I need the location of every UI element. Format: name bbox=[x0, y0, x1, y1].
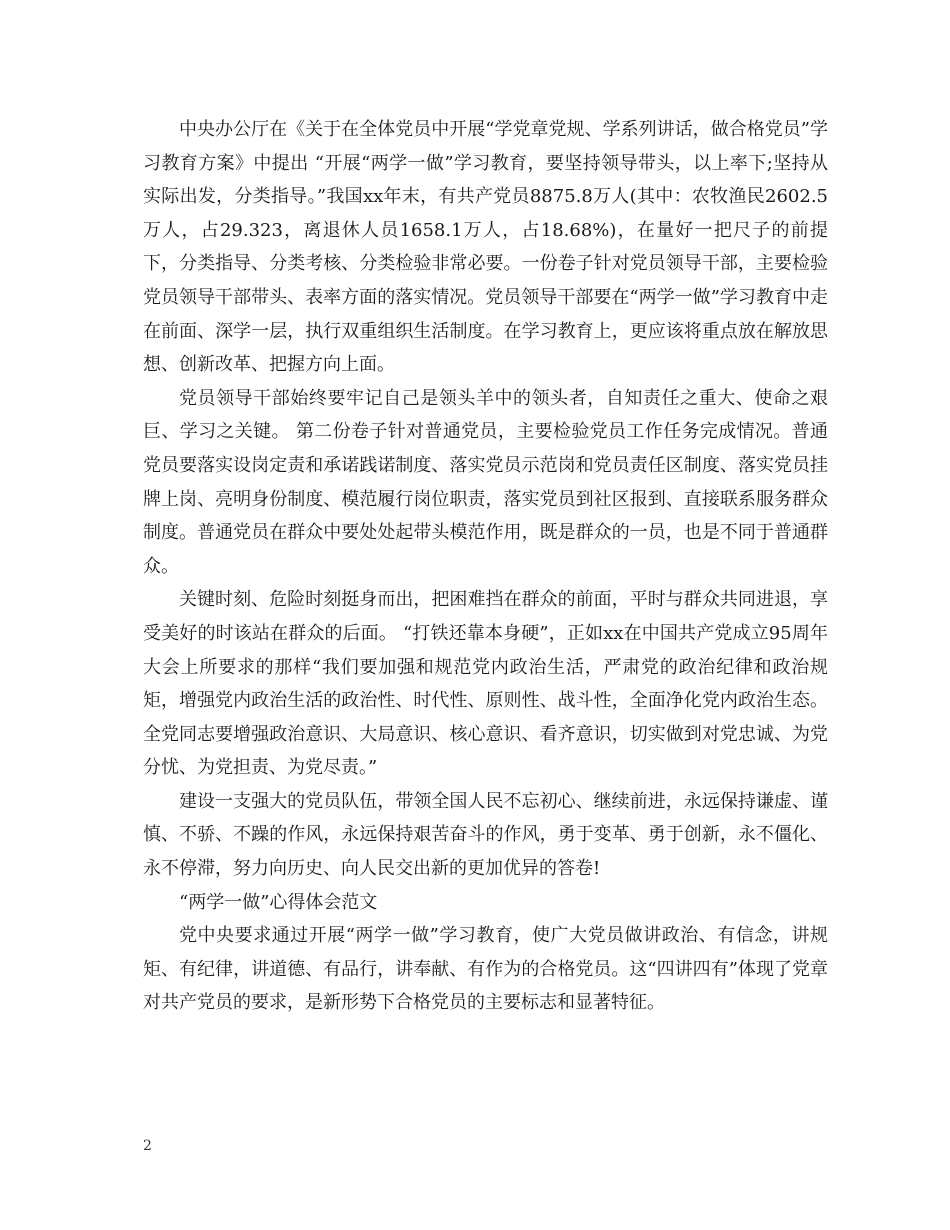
section-heading: “两学一做”心得体会范文 bbox=[179, 891, 378, 913]
paragraph-1: 中央办公厅在《关于在全体党员中开展“学党章党规、学系列讲话，做合格党员”学习教育方案》中提出 “开展“两学一做”学习教育，要坚持领导带头，以上率下;坚持从实际出发，分类指导。”我国xx年末，有共产党员8875.8万人(其中：农牧渔民2602.5万人，占29.323，离退休人员1658.1万人，占18.68%)，在量好一把尺子的前提下，分类指导、分类考核、分类检验非常必要。一份卷子针对党员领导干部，主要检验党员领导干部带头、表率方面的落实情况。党员领导干部要在“两学一做”学习教育中走在前面、深学一层，执行双重组织生活制度。在学习教育上，更应该将重点放在解放思想、创新改革、把握方向上面。 bbox=[143, 119, 828, 376]
paragraph-5: 党中央要求通过开展“两学一做”学习教育，使广大党员做讲政治、有信念，讲规矩、有纪律，讲道德、有品行，讲奉献、有作为的合格党员。这“四讲四有”体现了党章对共产党员的要求，是新形势下合格党员的主要标志和显著特征。 bbox=[143, 925, 828, 1014]
page-number: 2 bbox=[143, 1138, 152, 1154]
document-body bbox=[143, 113, 828, 1020]
paragraph-2: 党员领导干部始终要牢记自己是领头羊中的领头者，自知责任之重大、使命之艰巨、学习之关键。 第二份卷子针对普通党员，主要检验党员工作任务完成情况。普通党员要落实设岗定责和承诺践诺制度、落实党员示范岗和党员责任区制度、落实党员挂牌上岗、亮明身份制度、模范履行岗位职责，落实党员到社区报到、直接联系服务群众制度。普通党员在群众中要处处起带头模范作用，既是群众的一员，也是不同于普通群众。 bbox=[143, 387, 828, 577]
paragraph-3: 关键时刻、危险时刻挺身而出，把困难挡在群众的前面，平时与群众共同进退，享受美好的时该站在群众的后面。 “打铁还靠本身硬”，正如xx在中国共产党成立95周年大会上所要求的那样“我们要加强和规范党内政治生活，严肃党的政治纪律和政治规矩，增强党内政治生活的政治性、时代性、原则性、战斗性，全面净化党内政治生态。全党同志要增强政治意识、大局意识、核心意识、看齐意识，切实做到对党忠诚、为党分忧、为党担责、为党尽责。” bbox=[143, 589, 828, 779]
paragraph-4: 建设一支强大的党员队伍，带领全国人民不忘初心、继续前进，永远保持谦虚、谨慎、不骄、不躁的作风，永远保持艰苦奋斗的作风，勇于变革、勇于创新，永不僵化、永不停滞，努力向历史、向人民交出新的更加优异的答卷! bbox=[143, 790, 828, 880]
